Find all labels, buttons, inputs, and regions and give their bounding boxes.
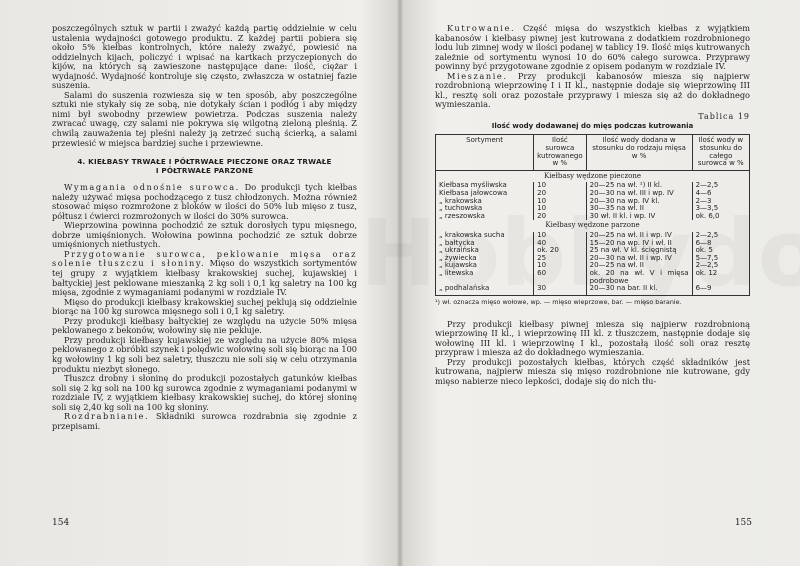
cell-pct: 60	[534, 270, 587, 285]
cell-total: ok. 6,0	[692, 213, 749, 221]
cell-total: 2—2,5	[692, 182, 749, 190]
page-number: 154	[52, 518, 70, 528]
table-section-pieczone: Kiełbasy wędzone pieczone	[436, 170, 750, 182]
paragraph-wymagania	[52, 183, 357, 221]
cell-pct: 40	[534, 240, 587, 248]
cell-pct: 20	[534, 213, 587, 221]
table-title: Ilość wody dodawanej do mięs podczas kutrowania	[491, 122, 694, 131]
cell-water: 20—30 na wp. IV kl.	[586, 198, 692, 206]
table-label: Tablica 19	[698, 111, 750, 121]
left-text-column	[52, 24, 357, 431]
paragraph-lead: Wymagania odnośnie surowca.	[64, 182, 240, 193]
cell-water: 30—35 na wł. II	[586, 205, 692, 213]
table-header-pct: Ilość surowca kutrowanego w %	[534, 135, 587, 170]
table-footnote: ¹) wł. oznacza mięso wołowe, wp. — mięso wieprzowe, bar. — mięso baranie.	[435, 297, 682, 306]
cell-name: „ podhalańska	[436, 285, 534, 295]
table-header-water: Ilość wody dodana w stosunku do rodzaju mięsa w %	[586, 135, 692, 170]
cell-pct: 10	[534, 262, 587, 270]
paragraph: Wieprzowina powinna pochodzić ze sztuk dorosłych typu mięsnego, dobrze umięśnionych. Wołowina powinna pochodzić ze sztuk dobrze umięśnionych nietłustych.	[52, 220, 357, 250]
cell-pct: 25	[534, 255, 587, 263]
paragraph-lead: Przygotowanie surowca, peklowanie mięsa oraz solenie tłuszczu i słoniny.	[52, 248, 357, 269]
cell-water: 20—30 na wł. II i wp. IV	[586, 255, 692, 263]
cell-water: 15—20 na wp. IV i wł. II	[586, 240, 692, 248]
cell-total: 2—2,5	[692, 262, 749, 270]
paragraph: Przy produkcji pozostałych kiełbas, których część składników jest kutrowana, najpierw miesza się mięso rozdrobnione nie kutrowane, gdy mięso nabierze nieco lepkości, dodaje się do nich tłu-	[435, 356, 750, 387]
table-row	[436, 270, 750, 285]
paragraph-przygotowanie	[52, 250, 357, 298]
cell-water: 20—25 na wł. II	[586, 262, 692, 270]
cell-total: 4—6	[692, 190, 749, 198]
cell-pct: 10	[534, 182, 587, 190]
paragraph: Przy produkcji kiełbasy kujawskiej ze względu na użycie 80% mięsa peklowanego z obróbki szynek i polędwic wołowinę soli się biorąc na 100 kg wołowiny 1 kg soli bez saletry, tłuszczu nie soli się w celu otrzymania produktu niezbyt słonego.	[52, 334, 357, 374]
cell-name: „ tuchowska	[436, 205, 534, 213]
paragraph: Mięso do produkcji kiełbasy krakowskiej suchej peklują się oddzielnie biorąc na 100 kg surowca mięsnego soli i 0,1 kg saletry.	[52, 296, 357, 317]
table-row	[436, 285, 750, 295]
section-heading-line: I PÓŁTRWAŁE PARZONE	[155, 166, 254, 176]
cell-water: 30 wł. II kl. i wp. IV	[586, 213, 692, 221]
cell-total: 3—3,5	[692, 205, 749, 213]
table-section-parzone: Kiełbasy wędzone parzone	[436, 220, 750, 232]
cell-total: ok. 12	[692, 270, 749, 285]
paragraph-body: Część mięsa do wszystkich kiełbas z wyjątkiem kabanosów i kiełbasy piwnej jest kutrowana z dodatkiem rozdrobnionego lodu lub zimnej wody w ilości podanej w tablicy 19. Ilość mięs kutrowanych zależnie od sortymentu wynosi 10 do 60% całego surowca. Przyprawy powinny być przygotowane zgodnie z opisem podanym w rozdziale IV.	[435, 23, 750, 72]
paragraph: Przy produkcji kiełbasy bałtyckiej ze względu na użycie 50% mięsa peklowanego z bekonów, wołowiny się nie pekluje.	[52, 315, 357, 336]
cell-water: 20—25 na wł. II i wp. IV	[586, 232, 692, 240]
cell-total: 5—7,5	[692, 255, 749, 263]
cell-pct: 30	[534, 285, 587, 295]
cell-pct: 10	[534, 205, 587, 213]
paragraph-body: Składniki surowca rozdrabnia się zgodnie z przepisami.	[52, 411, 357, 431]
cell-pct: ok. 20	[534, 247, 587, 255]
paragraph: Salami do suszenia rozwiesza się w ten sposób, aby poszczególne sztuki nie stykały się ze sobą, nie dotykały ścian i podłóg i aby między nimi był swobodny przewiew powietrza. Podczas suszenia należy zwracać uwagę, czy salami nie pokrywa się wilgotną zieloną pleśnią. Z chwilą zauważenia tej pleśni należy ją zetrzeć suchą ścierką, a salami przewiesić w miejsca bardziej suche i przewiewne.	[52, 89, 357, 148]
paragraph-body: Przy produkcji kabanosów miesza się najpierw rozdrobnioną wieprzowinę I i II kl., następnie dodaje się wieprzowinę III kl., resztę soli oraz pozostałe przyprawy i miesza się aż do dokładnego wymieszania.	[435, 70, 751, 110]
cell-name: „ żywiecka	[436, 255, 534, 263]
cell-pct: 10	[534, 232, 587, 240]
cell-total: 2—3	[692, 198, 749, 206]
cell-water: 25 na wł. V kl. ścięgnistą	[586, 247, 692, 255]
cell-total: 6—9	[692, 285, 749, 295]
cell-total: ok. 5	[692, 247, 749, 255]
cell-water: ok. 20 na wł. V i mięsa podrobowe	[586, 270, 692, 285]
cell-name: „ krakowska sucha	[436, 232, 534, 240]
table-header-sortyment: Sortyment	[436, 135, 534, 170]
paragraph-lead: Kutrowanie.	[447, 23, 516, 33]
cell-water: 20—30 na bar. II kl.	[586, 285, 692, 295]
paragraph-body: Mięso do wszystkich sortymentów tej grupy z wyjątkiem kiełbasy krakowskiej suchej, kujawskiej i bałtyckiej jest peklowane mieszanką 2 kg soli i 0,1 kg saletry na 100 kg mięsa, zgodnie z wymaganiami podanymi w rozdziale IV.	[52, 258, 358, 298]
paragraph-body: Do produkcji tych kiełbas należy używać mięsa pochodzącego z tusz chłodzonych. Można również stosować mięso rozmrożone z bloków w ilości do 50% lub mięso z tusz, półtusz i ćwierci rozmrożonych w ilości do 30% surowca.	[52, 182, 357, 221]
cell-name: Kiełbasa myśliwska	[436, 182, 534, 190]
table-row	[436, 213, 750, 221]
paragraph-mieszanie	[435, 72, 750, 110]
cell-name: „ krakowska	[436, 198, 534, 206]
paragraph-rozdrabnianie	[52, 412, 357, 431]
cell-pct: 10	[534, 198, 587, 206]
paragraph-kutrowanie	[435, 24, 750, 72]
paragraph: Tłuszcz drobny i słoninę do produkcji pozostałych gatunków kiełbas soli się 2 kg soli na 100 kg surowca zgodnie z wymaganiami podanymi w rozdziale IV, z wyjątkiem kiełbasy krakowskiej suchej, do której słoninę soli się 2,40 kg soli na 100 kg słoniny.	[52, 373, 357, 412]
cell-name: „ litewska	[436, 270, 534, 285]
paragraph-lead: Mieszanie.	[447, 70, 508, 81]
page-number: 155	[734, 518, 752, 528]
right-text-column	[435, 24, 750, 387]
cell-name: „ ukraińska	[436, 247, 534, 255]
after-table-text	[435, 320, 750, 387]
cell-name: Kiełbasa jałowcowa	[436, 190, 534, 198]
section-heading-line: 4. KIEŁBASY TRWAŁE I PÓŁTRWAŁE PIECZONE ORAZ TRWAŁE	[77, 157, 332, 167]
cell-total: 2—2,5	[692, 232, 749, 240]
cell-total: 6—8	[692, 240, 749, 248]
cell-name: „ rzeszowska	[436, 213, 534, 221]
paragraph: Przy produkcji kiełbasy piwnej miesza się najpierw rozdrobnioną wieprzowinę II kl., i wieprzowinę III kl. z tłuszczem, następnie dodaje się wołowinę III kl. i wieprzowinę I kl., pozostałą ilość soli oraz resztę przypraw i miesza aż do dokładnego wymieszania.	[435, 318, 750, 358]
paragraph-lead: Rozdrabnianie.	[64, 411, 150, 422]
cell-pct: 20	[534, 190, 587, 198]
cell-water: 20—30 na wł. III i wp. IV	[586, 190, 692, 198]
paragraph: poszczególnych sztuk w partii i zważyć każdą partię oddzielnie w celu ustalenia wydajności gotowego produktu. Z każdej partii pobiera się około 5% kiełbas kontrolnych, które należy zważyć, powiesić na oddzielnych kijach, policzyć i wpisać na kartkach przyczepionych do kijów, na których są zawieszone następujące dane: ilość, ciężar i wydajność. Wydajność kontroluje się często, zwłaszcza w ostatniej fazie suszenia.	[52, 23, 357, 91]
table-header-total: Ilość wody w stosunku do całego surowca w %	[692, 135, 749, 170]
cell-water: 20—25 na wł. ¹) II kl.	[586, 182, 692, 190]
water-table	[435, 134, 750, 295]
section-heading	[52, 157, 357, 175]
right-page	[400, 0, 800, 566]
cell-name: „ bałtycka	[436, 240, 534, 248]
cell-name: „ kujawska	[436, 262, 534, 270]
